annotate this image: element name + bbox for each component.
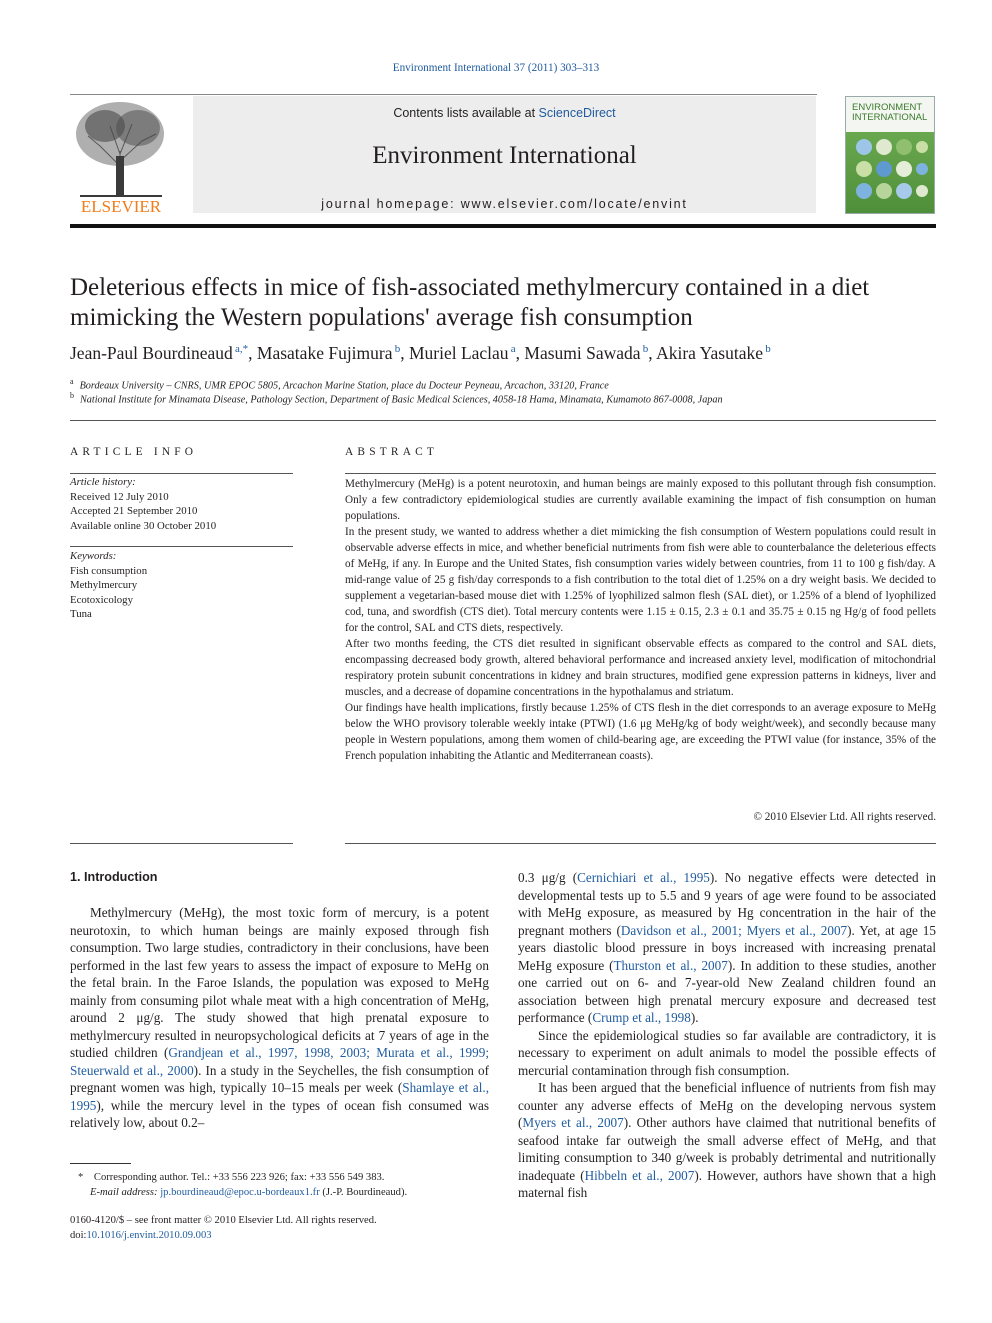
abstract-paragraph: Our findings have health implications, firstly because 1.25% of CTS flesh in the diet corresponds to an average exposure to MeHg below the WHO provisory tolerable weekly intake (PTWI) (1.6 μg MeHg/kg of body weight/week), and secondly because many people in Western populations, among them women of child-bearing age, are exceeding the PTWI value (for instance, 35% of the French population inhabiting the Atlantic and Mediterranean coasts). bbox=[345, 702, 936, 762]
contents-availability bbox=[193, 106, 816, 120]
abstract-rule bbox=[345, 473, 936, 474]
citation-link[interactable]: Cernichiari et al., 1995 bbox=[577, 870, 710, 885]
footnote-corresponding bbox=[78, 1170, 498, 1200]
keyword-item: Fish consumption bbox=[70, 564, 148, 577]
author-affil-ref[interactable]: a bbox=[510, 343, 516, 356]
history-online: Available online 30 October 2010 bbox=[70, 519, 217, 532]
cover-title-line1: ENVIRONMENT bbox=[852, 102, 923, 113]
keyword-item: Ecotoxicology bbox=[70, 593, 133, 606]
abstract-paragraph: Methylmercury (MeHg) is a potent neurotoxin, and human beings are mainly exposed to this pollutant through fish consumption. Only a few contradictory epidemiological studies are currently available examining the impact of fish consumption on human populations. bbox=[345, 478, 936, 522]
abstract-heading: ABSTRACT bbox=[345, 446, 439, 458]
abstract-bottom-rule bbox=[345, 843, 936, 844]
homepage-url[interactable]: www.elsevier.com/locate/envint bbox=[460, 197, 688, 211]
history-received: Received 12 July 2010 bbox=[70, 490, 169, 503]
affiliation-marker: a bbox=[70, 377, 74, 386]
header-divider bbox=[70, 420, 936, 421]
affiliation-text: Bordeaux University – CNRS, UMR EPOC 5805, Arcachon Marine Station, place du Docteur Peyneau, Arcachon, 33120, France bbox=[79, 380, 609, 392]
text-run: ). In a study in the Seychelles, the fish consumption of pregnant women was high, typically 10–15 meals per week ( bbox=[70, 1062, 489, 1095]
front-matter bbox=[70, 1213, 500, 1243]
history-accepted: Accepted 21 September 2010 bbox=[70, 505, 198, 517]
affiliation-text: National Institute for Minamata Disease, Pathology Section, Department of Basic Medical Sciences, 4058-18 Hama, Minamata, Kumamoto 867-0008, Japan bbox=[80, 394, 723, 406]
doi-link[interactable]: 10.1016/j.envint.2010.09.003 bbox=[86, 1230, 212, 1241]
author-name: Jean-Paul Bourdineaud bbox=[70, 343, 233, 363]
history-label: Article history: bbox=[70, 476, 136, 488]
elsevier-wordmark: ELSEVIER bbox=[80, 197, 162, 214]
citation-link[interactable]: Grandjean et al., 1997, 1998, 2003; Murata et al., 1999; Steuerwald et al., 2000 bbox=[70, 1045, 489, 1078]
corresponding-author-note: Corresponding author. Tel.: +33 556 223 926; fax: +33 556 549 383. bbox=[93, 1172, 385, 1183]
keyword-item: Tuna bbox=[70, 608, 92, 620]
email-link[interactable]: jp.bourdineaud@epoc.u-bordeaux1.fr bbox=[160, 1187, 320, 1198]
author-name: Masumi Sawada bbox=[524, 343, 641, 363]
footnote-rule bbox=[70, 1163, 131, 1164]
citation-link[interactable]: Thurston et al., 2007 bbox=[613, 957, 728, 973]
text-run: 0.3 μg/g ( bbox=[518, 870, 578, 885]
citation-link[interactable]: Shamlaye et al., 1995 bbox=[70, 1080, 489, 1113]
author-name: Muriel Laclau bbox=[408, 343, 509, 363]
homepage-label: journal homepage: bbox=[321, 197, 461, 211]
keywords-label: Keywords: bbox=[70, 550, 117, 562]
cover-photo-grid-icon bbox=[854, 137, 928, 207]
affiliation-b bbox=[70, 391, 936, 405]
author-list: Jean-Paul Bourdineaud $^{a,*}$, Masatake Fujimura $^b$, Muriel Laclau $^a$, Masumi Sawada $^b$, Akira Yasutake $^b$ bbox=[70, 343, 771, 363]
masthead-top-rule bbox=[70, 94, 817, 95]
journal-cover-thumbnail[interactable] bbox=[845, 96, 935, 214]
intro-paragraph-2 bbox=[518, 869, 936, 1027]
citation-link[interactable]: Crump et al., 1998 bbox=[592, 1010, 691, 1025]
article-history bbox=[70, 475, 293, 533]
text-run: ). Other authors have claimed that nutritional benefits of seafood intake far outweigh the small adverse effect of MeHg, and that limiting consumption to 340 g/week is probably detrimental and nutritionally inadequate ( bbox=[518, 1115, 936, 1183]
abstract-copyright: © 2010 Elsevier Ltd. All rights reserved. bbox=[753, 811, 936, 823]
contents-prefix: Contents lists available at bbox=[393, 106, 539, 120]
masthead bbox=[193, 96, 816, 213]
intro-right-column bbox=[518, 869, 936, 1202]
text-run: Since the epidemiological studies so far available are contradictory, it is necessary to experiment on adult animals to model the possible effects of mercurial contamination through fish consumption. bbox=[518, 1027, 936, 1078]
journal-citation[interactable]: Environment International 37 (2011) 303–313 bbox=[392, 62, 600, 74]
doi-label: doi: bbox=[70, 1230, 87, 1241]
elsevier-tree-icon bbox=[70, 96, 172, 214]
email-suffix: (J.-P. Bourdineaud). bbox=[319, 1187, 408, 1198]
text-run: ), while the mercury level in the types of ocean fish consumed was relatively low, about 0.2– bbox=[70, 1097, 489, 1130]
keywords-rule bbox=[70, 546, 293, 547]
cover-title-line2: INTERNATIONAL bbox=[852, 112, 928, 123]
citation-link[interactable]: Davidson et al., 2001; Myers et al., 2007 bbox=[620, 922, 848, 938]
text-run: Methylmercury (MeHg), the most toxic form of mercury, is a potent neurotoxin, to which human beings are mainly exposed through fish consumption. Two large studies, contradictory in their conclusions, have been performed in the last few years to assess the impact of exposure to MeHg on the fetal brain. In the Faroe Islands, the population was exposed to MeHg mainly from consuming pilot whale meat with a high concentration of MeHg, around 2 μg/g. The study showed that high prenatal exposure to methylmercury resulted in neuropsychological deficits at 7 years of age in the studied children ( bbox=[70, 905, 489, 1060]
text-run: ). bbox=[690, 1010, 699, 1025]
intro-paragraph-3 bbox=[518, 1027, 936, 1080]
asterisk-marker: * bbox=[78, 1172, 94, 1183]
affiliation-marker: b bbox=[70, 391, 74, 400]
masthead-bottom-rule bbox=[70, 224, 936, 228]
author-name: Masatake Fujimura bbox=[256, 343, 393, 363]
article-info-rule bbox=[70, 473, 293, 474]
intro-left-column bbox=[70, 904, 489, 1132]
intro-paragraph-4 bbox=[518, 1079, 936, 1202]
text-run: It has been argued that the beneficial influence of nutrients from fish may counter any adverse effects of MeHg on the developing nervous system ( bbox=[518, 1080, 936, 1130]
text-run: ). However, authors have shown that a high maternal fish bbox=[518, 1167, 937, 1200]
journal-homepage bbox=[193, 197, 816, 211]
author-name: Akira Yasutake bbox=[656, 343, 764, 363]
journal-name: Environment International bbox=[372, 142, 637, 169]
article-info-heading: ARTICLE INFO bbox=[70, 446, 198, 458]
article-info-bottom-rule bbox=[70, 843, 293, 844]
author-affil-ref[interactable]: b bbox=[394, 343, 401, 356]
section-heading-introduction: 1. Introduction bbox=[70, 870, 158, 884]
citation-link[interactable]: Hibbeln et al., 2007 bbox=[584, 1167, 695, 1183]
sciencedirect-link[interactable]: ScienceDirect bbox=[538, 106, 616, 120]
title-line-1: Deleterious effects in mice of fish-associated methylmercury contained in a diet bbox=[70, 274, 870, 301]
citation-link[interactable]: Myers et al., 2007 bbox=[522, 1115, 624, 1130]
article-title bbox=[70, 273, 936, 332]
text-run: ). Yet, at age 15 years diastolic blood pressure in boys increased with increasing prenatal MeHg exposure ( bbox=[518, 922, 936, 973]
keyword-item: Methylmercury bbox=[70, 579, 138, 591]
text-run: ). In addition to these studies, another one carried out on 6- and 7-year-old New Zealand children found an association between high prenatal mercury exposure and decreased test performance ( bbox=[518, 957, 936, 1025]
elsevier-logo[interactable] bbox=[70, 96, 172, 214]
author-affil-ref[interactable]: b bbox=[765, 343, 771, 356]
abstract-paragraph: In the present study, we wanted to address whether a diet mimicking the fish consumption of Western populations could result in observable adverse effects in mice, and whether beneficial nutriments from fish were able to counterbalance the deleterious effects of MeHg, if any. In Europe and the United States, fish consumption varies widely between countries, from 11 to 100 g fish/day. A mid-range value of 25 g fish/day corresponds to a fish contribution to the total diet of 1.25% on a dry weight basis. We decided to supplement a vegetarian-based mouse diet with 1.25% of lyophilized salmon flesh (SAL diet), or 1.25% of a blend of lyophilized cod, tuna, and swordfish (CTS diet). Total mercury contents were 1.15 ± 0.15, 2.3 ± 0.1 and 35.75 ± 0.15 ng Hg/g of food pellets for the control, SAL and CTS diets, respectively. bbox=[345, 526, 936, 634]
text-run: ). No negative effects were detected in developmental tests up to 5.5 and 9 years of age were found to be associated with MeHg exposure, as measured by Hg concentration in the hair of the pregnant mothers ( bbox=[518, 870, 936, 938]
abstract-paragraph: After two months feeding, the CTS diet resulted in significant observable effects as compared to the control and SAL diets, encompassing decreased body growth, altered behavioral performance and increased anxiety level, modification of mitochondrial respiratory protein subunit concentrations in kidney and brain structures, modified gene expression patterns in kidneys, liver and muscles, and a decrease of dopamine concentrations in the hypothalamus and striatum. bbox=[345, 638, 936, 698]
author-affil-ref[interactable]: a,* bbox=[235, 343, 249, 356]
author-affil-ref[interactable]: b bbox=[642, 343, 649, 356]
title-line-2: mimicking the Western populations' average fish consumption bbox=[70, 303, 693, 331]
keywords bbox=[70, 549, 293, 622]
intro-paragraph-1 bbox=[70, 904, 489, 1132]
abstract-body bbox=[345, 476, 936, 764]
email-label: E-mail address: bbox=[90, 1187, 161, 1198]
issn-line: 0160-4120/$ – see front matter © 2010 Elsevier Ltd. All rights reserved. bbox=[70, 1215, 377, 1226]
affiliation-a bbox=[70, 377, 936, 391]
